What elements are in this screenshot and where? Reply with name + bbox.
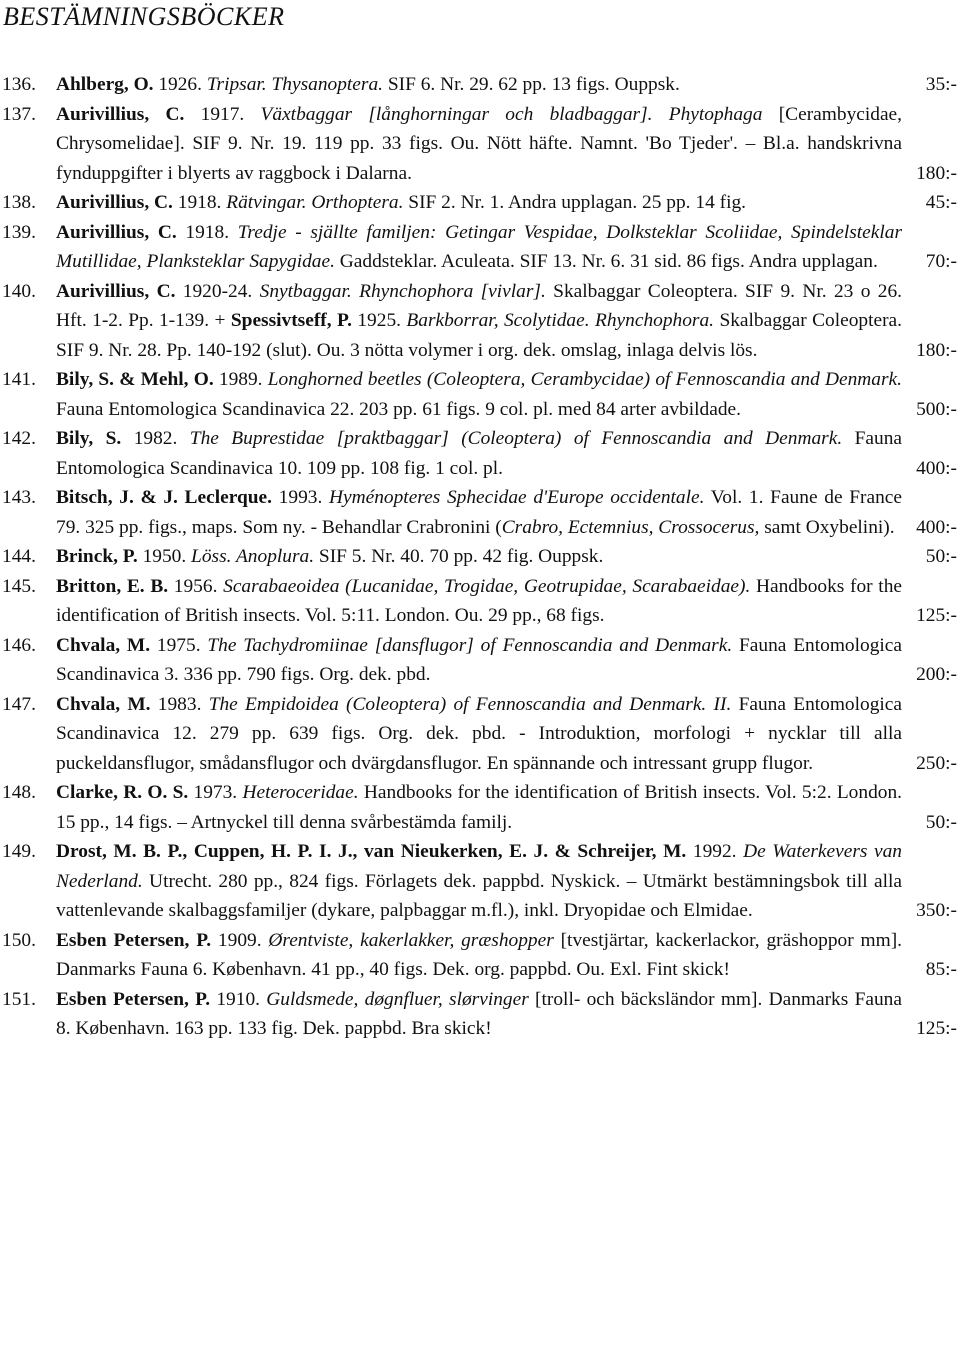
author-name: Bily, S. & Mehl, O.	[56, 369, 214, 390]
catalog-entry	[0, 70, 960, 100]
book-title: Löss. Anoplura.	[191, 546, 315, 567]
book-title: The Buprestidae [praktbaggar] (Coleoptera) of Fennoscandia and Denmark.	[189, 428, 843, 449]
catalog-entry	[0, 572, 960, 631]
catalog-entry	[0, 100, 960, 189]
entry-details: Vol. 1. Faune de France 79. 325 pp. figs., maps. Som ny. - Behandlar Crabronini (	[56, 487, 902, 538]
catalog-entry	[0, 631, 960, 690]
entry-description	[56, 572, 902, 631]
catalog-entry	[0, 542, 960, 572]
entry-details: SIF 5. Nr. 40. 70 pp. 42 fig. Ouppsk.	[314, 546, 604, 567]
book-title: Crabro, Ectemnius, Crossocerus,	[501, 516, 760, 538]
entry-details: Handbooks for the identification of British insects. Vol. 5:2. London. 15 pp., 14 figs. – Artnyckel till denna svårbestämda familj.	[56, 782, 903, 833]
entry-number: 146.	[2, 634, 36, 656]
entry-price: 350:-	[916, 900, 957, 921]
entry-description	[56, 188, 902, 218]
entry-details: 1920-24.	[175, 280, 260, 302]
entry-details: 1909.	[211, 929, 269, 951]
catalog-entry	[0, 926, 960, 985]
book-title: Ørentviste, kakerlakker, græshopper	[268, 929, 554, 951]
entry-details: [troll- och bäcksländor mm]. Danmarks Fauna 8. København. 163 pp. 133 fig. Dek. pappbd. Bra skick!	[56, 988, 902, 1039]
entry-details: 1992.	[686, 841, 744, 862]
entry-number: 140.	[2, 280, 36, 302]
entry-price: 400:-	[916, 457, 957, 479]
entry-description	[56, 985, 902, 1044]
entry-details: 1917.	[184, 103, 261, 125]
catalog-entry	[0, 690, 960, 779]
entry-details: 1975.	[150, 634, 208, 656]
entry-details: Fauna Entomologica Scandinavica 3. 336 pp. 790 figs. Org. dek. pbd.	[56, 634, 902, 685]
entry-details: Gaddsteklar. Aculeata. SIF 13. Nr. 6. 31 sid. 86 figs. Andra upplagan.	[334, 251, 878, 272]
book-title: Tredje - själlte familjen: Getingar Vespidae, Dolksteklar Scoliidae, Spindelsteklar Mutillidae, Planksteklar Sapygidae.	[56, 221, 902, 272]
catalog-entry	[0, 424, 960, 483]
entry-number: 138.	[2, 192, 36, 213]
catalog-entry	[0, 778, 960, 837]
book-title: Snytbaggar. Rhynchophora [vivlar].	[259, 280, 546, 302]
author-name: Aurivillius, C.	[56, 103, 185, 125]
entry-number: 147.	[2, 693, 36, 715]
entry-details: Fauna Entomologica Scandinavica 22. 203 pp. 61 figs. 9 col. pl. med 84 arter avbildade.	[56, 398, 741, 420]
entry-details: SIF 2. Nr. 1. Andra upplagan. 25 pp. 14 fig.	[403, 192, 746, 213]
entry-number: 141.	[2, 369, 36, 390]
entry-description	[56, 837, 902, 926]
entry-description	[56, 483, 902, 542]
entry-details: 1918.	[176, 221, 238, 243]
entry-details: Skalbaggar Coleoptera. SIF 9. Nr. 28. Pp. 140-192 (slut). Ou. 3 nötta volymer i org. dek. omslag, inlaga delvis lös.	[56, 310, 903, 361]
entry-price: 85:-	[925, 959, 957, 980]
book-title: Hyménopteres Sphecidae d'Europe occidentale.	[329, 487, 705, 508]
entry-details: 1910.	[210, 988, 267, 1010]
catalog-entry	[0, 188, 960, 218]
catalog-entry	[0, 985, 960, 1044]
entry-price: 50:-	[925, 546, 957, 567]
author-name: Brinck, P.	[56, 546, 138, 567]
book-title: Växtbaggar [långhorningar och bladbaggar]. Phytophaga	[260, 103, 763, 125]
entry-description	[56, 424, 902, 483]
author-name: Esben Petersen, P.	[56, 988, 211, 1010]
entry-price: 400:-	[916, 516, 957, 538]
entry-number: 150.	[2, 929, 36, 951]
entry-details: Handbooks for the identification of British insects. Vol. 5:11. London. Ou. 29 pp., 68 figs.	[56, 575, 903, 626]
entry-price: 250:-	[916, 752, 957, 774]
author-name: Esben Petersen, P.	[56, 929, 212, 951]
entry-number: 137.	[2, 103, 36, 125]
entry-number: 136.	[2, 74, 36, 95]
entry-description	[56, 690, 902, 779]
author-name: Aurivillius, C.	[56, 192, 173, 213]
entry-price: 125:-	[916, 1018, 957, 1039]
entry-details: 1993.	[271, 487, 329, 508]
author-name: Britton, E. B.	[56, 575, 169, 597]
entry-price: 125:-	[916, 605, 957, 626]
page-title: BESTÄMNINGSBÖCKER	[3, 2, 285, 31]
entry-number: 144.	[2, 546, 36, 567]
entry-details: Fauna Entomologica Scandinavica 10. 109 pp. 108 fig. 1 col. pl.	[56, 428, 902, 479]
book-title: De Waterkevers van Nederland.	[56, 841, 902, 892]
entry-price: 45:-	[925, 192, 957, 213]
entry-details: [tvestjärtar, kackerlackor, gräshoppor mm]. Danmarks Fauna 6. København. 41 pp., 40 figs. Dek. org. pappbd. Ou. Exl. Fint skick!	[56, 929, 902, 980]
entry-description	[56, 365, 902, 424]
book-title: Rätvingar. Orthoptera.	[226, 192, 404, 213]
author-name: Bily, S.	[56, 428, 122, 449]
entry-number: 149.	[2, 841, 36, 862]
entry-price: 70:-	[925, 251, 957, 272]
entry-details: 1950.	[137, 546, 192, 567]
entry-number: 151.	[2, 988, 36, 1010]
author-name: Aurivillius, C.	[56, 221, 177, 243]
entry-details: 1982.	[121, 428, 190, 449]
book-title: Scarabaeoidea (Lucanidae, Trogidae, Geotrupidae, Scarabaeidae).	[223, 575, 751, 597]
book-title: Heteroceridae.	[242, 782, 359, 803]
entry-description	[56, 70, 902, 100]
entry-price: 180:-	[916, 339, 957, 361]
catalog-entry	[0, 218, 960, 277]
author-name: Drost, M. B. P., Cuppen, H. P. I. J., van Nieukerken, E. J. & Schreijer, M.	[56, 841, 687, 862]
entry-details: 1925.	[351, 310, 407, 331]
entry-details: SIF 6. Nr. 29. 62 pp. 13 figs. Ouppsk.	[383, 74, 680, 95]
entry-number: 142.	[2, 428, 36, 449]
entry-number: 148.	[2, 782, 36, 803]
entry-details: [Cerambycidae, Chrysomelidae]. SIF 9. Nr. 19. 119 pp. 33 figs. Ou. Nött häfte. Namnt. 'Bo Tjeder'. – Bl.a. handskrivna fynduppgifter i blyerts av raggbock i Dalarna.	[56, 103, 903, 184]
author-name: Aurivillius, C.	[56, 280, 176, 302]
catalog-entry	[0, 365, 960, 424]
entry-description	[56, 926, 902, 985]
catalog-entry	[0, 837, 960, 926]
entry-details: samt Oxybelini).	[759, 516, 895, 538]
author-name: Chvala, M.	[56, 693, 151, 715]
entry-details: 1926.	[153, 74, 207, 95]
book-title: Barkborrar, Scolytidae. Rhynchophora.	[406, 310, 715, 331]
entry-description	[56, 542, 902, 572]
entry-details: Fauna Entomologica Scandinavica 12. 279 pp. 639 figs. Org. dek. pbd. - Introduktion, morfologi + nycklar till alla puckeldansflugor, smådansflugor och dvärgdansflugor. En spännande och intressant grupp flugor.	[56, 693, 903, 774]
book-title: The Empidoidea (Coleoptera) of Fennoscandia and Denmark. II.	[208, 693, 732, 715]
author-name: Clarke, R. O. S.	[56, 782, 189, 803]
author-name: Chvala, M.	[56, 634, 151, 656]
entry-number: 143.	[2, 487, 36, 508]
entry-list	[0, 70, 960, 1044]
author-name: Spessivtseff, P.	[230, 310, 352, 331]
entry-price: 180:-	[916, 162, 957, 184]
entry-description	[56, 100, 902, 189]
entry-details: Utrecht. 280 pp., 824 figs. Förlagets dek. pappbd. Nyskick. – Utmärkt bestämningsbok till alla vattenlevande skalbaggsfamiljer (dykare, palpbaggar m.fl.), inkl. Dryopidae och Elmidae.	[56, 870, 902, 921]
catalog-entry	[0, 483, 960, 542]
entry-description	[56, 277, 902, 366]
entry-price: 200:-	[916, 664, 957, 685]
entry-details: 1918.	[172, 192, 227, 213]
book-title: The Tachydromiinae [dansflugor] of Fennoscandia and Denmark.	[207, 634, 733, 656]
book-title: Guldsmede, døgnfluer, slørvinger	[266, 988, 529, 1010]
entry-details: Skalbaggar Coleoptera. SIF 9. Nr. 23 o 26. Hft. 1-2. Pp. 1-139. +	[56, 280, 902, 331]
entry-description	[56, 778, 902, 837]
entry-description	[56, 218, 902, 277]
book-title: Tripsar. Thysanoptera.	[206, 74, 383, 95]
book-title: Longhorned beetles (Coleoptera, Cerambycidae) of Fennoscandia and Denmark.	[267, 369, 902, 390]
entry-number: 139.	[2, 221, 36, 243]
author-name: Bitsch, J. & J. Leclerque.	[56, 487, 272, 508]
author-name: Ahlberg, O.	[56, 74, 154, 95]
entry-details: 1983.	[150, 693, 209, 715]
entry-description	[56, 631, 902, 690]
entry-number: 145.	[2, 575, 36, 597]
catalog-entry	[0, 277, 960, 366]
entry-details: 1989.	[213, 369, 268, 390]
entry-price: 35:-	[925, 74, 957, 95]
entry-details: 1973.	[188, 782, 243, 803]
entry-price: 50:-	[925, 811, 957, 833]
entry-price: 500:-	[916, 398, 957, 420]
entry-details: 1956.	[168, 575, 224, 597]
